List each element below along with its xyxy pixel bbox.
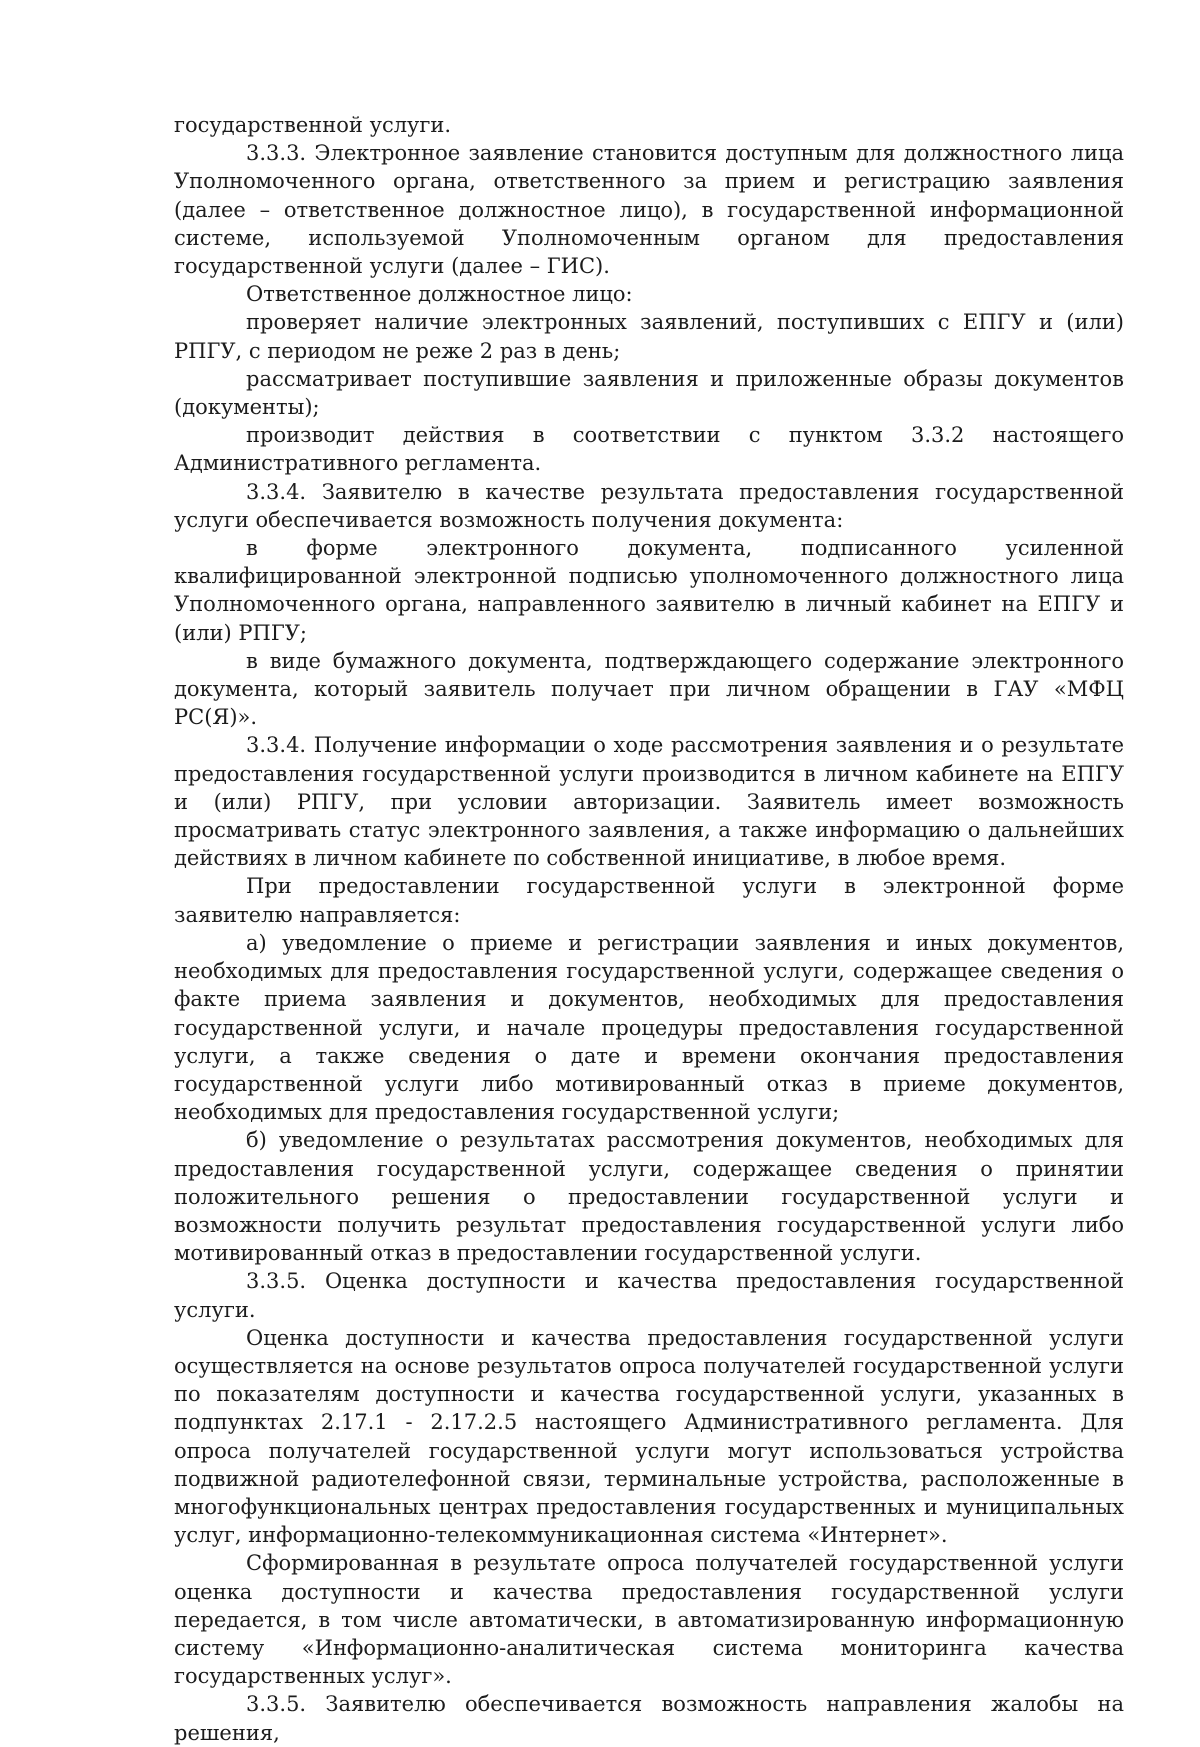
paragraph: в форме электронного документа, подписанного усиленной квалифицированной электронной подписью уполномоченного должностного лица Уполномоченного органа, направленного заявителю в личный кабинет на ЕПГУ и (или) РПГУ; bbox=[174, 536, 1124, 645]
paragraph: 3.3.4. Получение информации о ходе рассмотрения заявления и о результате предоставления государственной услуги производится в личном кабинете на ЕПГУ и (или) РПГУ, при условии авторизации. Заявитель имеет возможность просматривать статус электронного заявления, а также информацию о дальнейших действиях в личном кабинете по собственной инициативе, в любое время. bbox=[174, 733, 1124, 871]
paragraph: 3.3.4. Заявителю в качестве результата предоставления государственной услуги обеспечивается возможность получения документа: bbox=[174, 479, 1124, 532]
paragraph: Сформированная в результате опроса получателей государственной услуги оценка доступности и качества предоставления государственной услуги передается, в том числе автоматически, в автоматизированную информационную систему «Информационно-аналитическая система мониторинга качества государственных услуг». bbox=[174, 1551, 1124, 1689]
paragraph: рассматривает поступившие заявления и приложенные образы документов (документы); bbox=[174, 366, 1124, 420]
paragraph: Ответственное должностное лицо: bbox=[246, 282, 633, 307]
paragraph: При предоставлении государственной услуги в электронной форме заявителю направляется: bbox=[174, 874, 1124, 927]
paragraph: 3.3.5. Оценка доступности и качества предоставления государственной услуги. bbox=[174, 1269, 1124, 1322]
paragraph: в виде бумажного документа, подтверждающего содержание электронного документа, который заявитель получает при личном обращении в ГАУ «МФЦ РС(Я)». bbox=[174, 648, 1124, 730]
paragraph: Оценка доступности и качества предоставления государственной услуги осуществляется на основе результатов опроса получателей государственной услуги по показателям доступности и качества государственной услуги, указанных в подпунктах 2.17.1 - 2.17.2.5 настоящего Административного регламента. Для опроса получателей государственной услуги могут использоваться устройства подвижной радиотелефонной связи, терминальные устройства, расположенные в многофункциональных центрах предоставления государственных и муниципальных услуг, информационно-телекоммуникационная система «Интернет». bbox=[174, 1325, 1124, 1548]
paragraph: производит действия в соответствии с пунктом 3.3.2 настоящего Административного регламента. bbox=[174, 423, 1124, 476]
paragraph: б) уведомление о результатах рассмотрения документов, необходимых для предоставления государственной услуги, содержащее сведения о принятии положительного решения о предоставлении государственной услуги и возможности получить результат предоставления государственной услуги либо мотивированный отказ в предоставлении государственной услуги. bbox=[174, 1128, 1124, 1266]
paragraph: 3.3.3. Электронное заявление становится доступным для должностного лица Уполномоченного органа, ответственного за прием и регистрацию заявления (далее – ответственное должностное лицо), в государственной информационной системе, используемой Уполномоченным органом для предоставления государственной услуги (далее – ГИС). bbox=[174, 141, 1124, 279]
paragraph: проверяет наличие электронных заявлений, поступивших с ЕПГУ и (или) РПГУ, с периодом не реже 2 раз в день; bbox=[174, 310, 1124, 363]
paragraph: 3.3.5. Заявителю обеспечивается возможность направления жалобы на решения, bbox=[174, 1692, 1124, 1745]
document-body bbox=[174, 111, 1124, 1747]
paragraph: государственной услуги. bbox=[174, 113, 452, 137]
paragraph: а) уведомление о приеме и регистрации заявления и иных документов, необходимых для предоставления государственной услуги, содержащее сведения о факте приема заявления и документов, необходимых для предоставления государственной услуги, и начале процедуры предоставления государственной услуги, а также сведения о дате и времени окончания предоставления государственной услуги либо мотивированный отказ в приеме документов, необходимых для предоставления государственной услуги; bbox=[174, 930, 1124, 1125]
